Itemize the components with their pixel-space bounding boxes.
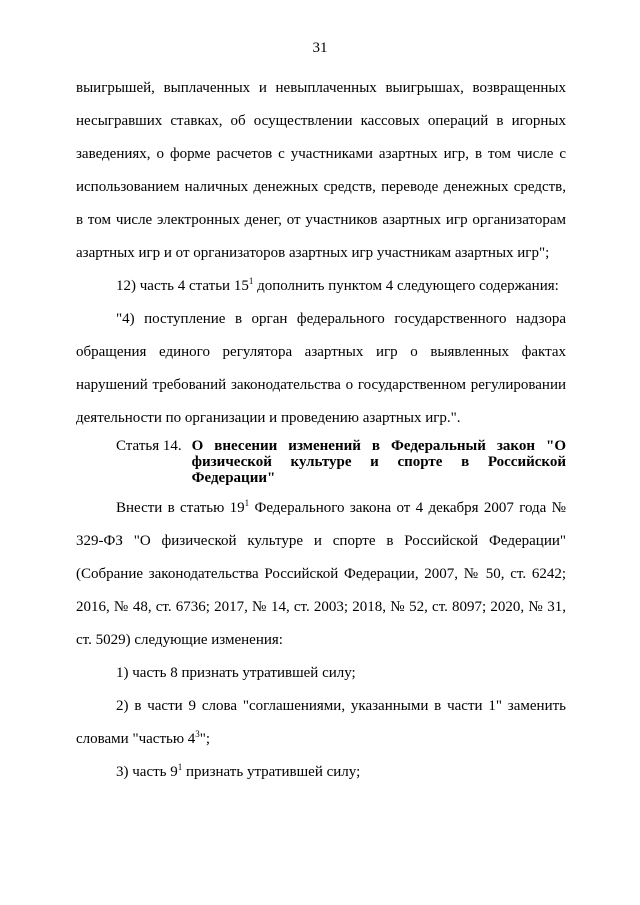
amend-intro-superscript: 1 — [244, 498, 250, 508]
change-3-text-start: 3) часть 9 — [116, 764, 178, 780]
paragraph-point-4: "4) поступление в орган федерального государственного надзора обращения единого регулятора азартных игр о выявленных фактах нарушений требований законодательства о государственном регулировании деятельности по организации и проведению азартных игр.". — [76, 311, 566, 426]
item-12-text-end: дополнить пунктом 4 следующего содержания: — [253, 278, 559, 294]
paragraph-winnings: выигрышей, выплаченных и невыплаченных выигрышах, возвращенных несыгравших ставках, об осуществлении кассовых операций в игорных заведениях, о форме расчетов с участниками азартных игр, в том числе с использованием наличных денежных средств, переводе денежных средств, в том числе электронных денег, от участников азартных игр организаторам азартных игр и от организаторов азартных игр участникам азартных игр"; — [76, 80, 566, 261]
paragraph-item-12 — [76, 270, 566, 303]
change-3-text-end: признать утратившей силу; — [182, 764, 361, 780]
change-2-superscript: 3 — [195, 729, 200, 739]
change-2-text-start: 2) в части 9 слова "соглашениями, указанными в части 1" заменить словами "частью 4 — [76, 698, 566, 747]
change-3-superscript: 1 — [177, 762, 183, 772]
article-label: Статья 14. — [116, 438, 182, 454]
page-number: 31 — [312, 40, 328, 56]
paragraph-change-3 — [76, 756, 566, 789]
paragraph-amend-intro — [76, 492, 566, 657]
amend-intro-text-start: Внести в статью 19 — [116, 500, 245, 516]
article-title: О внесении изменений в Федеральный закон "О физической культуре и спорте в Российской Федерации" — [191, 438, 566, 486]
item-12-text-start: 12) часть 4 статьи 15 — [116, 278, 249, 294]
article-heading — [76, 438, 566, 486]
document-body — [76, 72, 566, 789]
item-12-superscript: 1 — [248, 276, 254, 286]
paragraph-change-2 — [76, 690, 566, 756]
amend-intro-text-end: Федерального закона от 4 декабря 2007 года № 329-ФЗ "О физической культуре и спорте в Российской Федерации" (Собрание законодательства Российской Федерации, 2007, № 50, ст. 6242; 2016, № 48, ст. 6736; 2017, № 14, ст. 2003; 2018, № 52, ст. 8097; 2020, № 31, ст. 5029) следующие изменения: — [76, 500, 566, 648]
change-2-text-end: "; — [199, 731, 211, 747]
paragraph-change-1: 1) часть 8 признать утратившей силу; — [116, 665, 356, 681]
